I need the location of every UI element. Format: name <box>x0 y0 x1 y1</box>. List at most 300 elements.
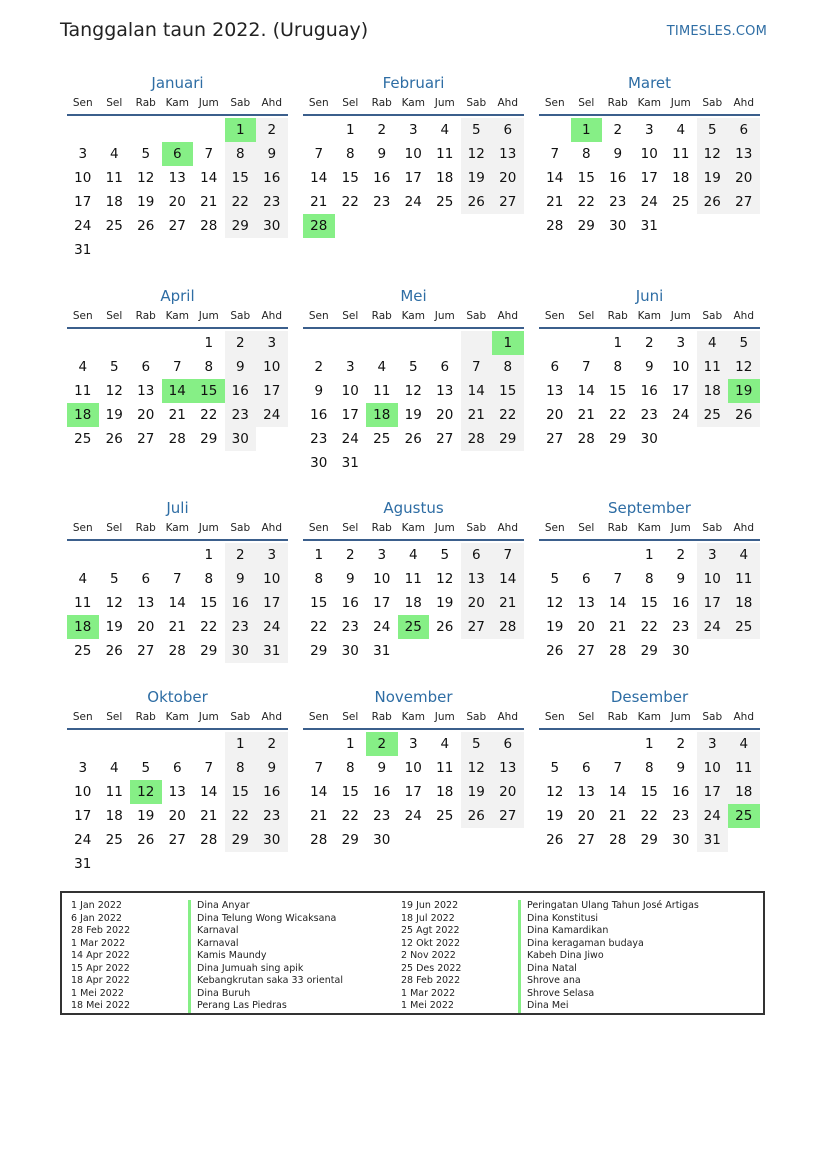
day-cell: 26 <box>697 190 729 214</box>
day-cell: 21 <box>461 403 493 427</box>
holiday-date: 18 Mei 2022 <box>71 1000 130 1011</box>
empty-cell <box>67 331 99 355</box>
day-cell: 7 <box>550 146 560 162</box>
day-cell: 3 <box>78 146 88 162</box>
day-cell: 11 <box>74 595 92 611</box>
day-cell: 7 <box>461 355 493 379</box>
day-cell: 7 <box>204 146 214 162</box>
day-cell: 10 <box>404 760 422 776</box>
empty-cell <box>162 238 194 262</box>
weekday-label: Kam <box>165 310 189 322</box>
empty-cell <box>99 331 131 355</box>
weekday-header <box>303 519 524 541</box>
empty-cell <box>398 828 430 852</box>
weekday-header <box>539 519 760 541</box>
day-cell: 12 <box>728 355 760 379</box>
day-cell: 23 <box>310 431 328 447</box>
weekday-label: Sel <box>342 310 359 322</box>
day-cell: 30 <box>609 218 627 234</box>
day-cell: 12 <box>130 780 162 804</box>
day-cell: 4 <box>440 736 450 752</box>
month-juni <box>539 285 760 451</box>
day-cell: 17 <box>404 784 422 800</box>
day-cell: 8 <box>204 571 214 587</box>
empty-cell <box>539 543 571 567</box>
day-cell: 14 <box>200 170 218 186</box>
day-cell: 1 <box>644 547 654 563</box>
day-cell: 31 <box>74 242 92 258</box>
weekday-label: Rab <box>607 310 628 322</box>
day-grid <box>303 331 524 475</box>
weekday-label: Sab <box>230 711 251 723</box>
day-cell: 25 <box>436 194 454 210</box>
day-cell: 5 <box>728 331 760 355</box>
empty-cell <box>492 639 524 663</box>
day-cell: 13 <box>577 784 595 800</box>
day-cell: 16 <box>609 170 627 186</box>
day-cell: 25 <box>728 804 760 828</box>
month-mei <box>303 285 524 475</box>
weekday-label: Ahd <box>261 97 282 109</box>
weekday-label: Ahd <box>733 310 754 322</box>
day-cell: 23 <box>373 194 391 210</box>
day-cell: 25 <box>728 615 760 639</box>
day-cell: 11 <box>697 355 729 379</box>
day-cell: 12 <box>461 142 493 166</box>
day-cell: 16 <box>373 170 391 186</box>
day-cell: 3 <box>345 359 355 375</box>
day-cell: 5 <box>141 146 151 162</box>
day-cell: 30 <box>672 643 690 659</box>
day-cell: 15 <box>200 595 218 611</box>
empty-cell <box>193 238 225 262</box>
day-cell: 29 <box>225 214 257 238</box>
empty-cell <box>99 732 131 756</box>
day-cell: 6 <box>141 571 151 587</box>
day-cell: 13 <box>577 595 595 611</box>
day-cell: 23 <box>225 615 257 639</box>
day-cell: 17 <box>74 808 92 824</box>
day-cell: 8 <box>492 355 524 379</box>
empty-cell <box>130 543 162 567</box>
day-cell: 8 <box>345 146 355 162</box>
day-cell: 19 <box>137 808 155 824</box>
day-cell: 10 <box>697 567 729 591</box>
day-cell: 17 <box>74 194 92 210</box>
day-cell: 23 <box>373 808 391 824</box>
weekday-header <box>67 94 288 116</box>
day-cell: 28 <box>310 832 328 848</box>
day-cell: 13 <box>492 756 524 780</box>
day-cell: 22 <box>609 407 627 423</box>
day-cell: 20 <box>546 407 564 423</box>
holiday-name: Kabeh Dina Jiwo <box>518 950 604 963</box>
day-cell: 14 <box>546 170 564 186</box>
holiday-date: 19 Jun 2022 <box>401 900 459 911</box>
holiday-name: Dina Konstitusi <box>518 913 598 926</box>
day-cell: 6 <box>728 118 760 142</box>
day-cell: 20 <box>728 166 760 190</box>
day-cell: 1 <box>204 335 214 351</box>
holiday-name: Dina Anyar <box>188 900 250 913</box>
weekday-label: Sel <box>106 522 123 534</box>
day-cell: 27 <box>168 832 186 848</box>
day-cell: 19 <box>461 780 493 804</box>
day-cell: 31 <box>74 856 92 872</box>
empty-cell <box>99 852 131 876</box>
day-cell: 14 <box>492 567 524 591</box>
weekday-label: Sen <box>72 522 93 534</box>
holiday-legend <box>60 891 765 1015</box>
day-cell: 26 <box>404 431 422 447</box>
holiday-name: Dina Mei <box>518 1000 569 1013</box>
weekday-label: Kam <box>401 711 425 723</box>
day-cell: 6 <box>492 732 524 756</box>
holiday-name: Karnaval <box>188 938 239 951</box>
month-maret <box>539 72 760 238</box>
empty-cell <box>67 543 99 567</box>
day-cell: 15 <box>225 166 257 190</box>
day-cell: 21 <box>200 808 218 824</box>
day-cell: 5 <box>109 571 119 587</box>
day-cell: 6 <box>550 359 560 375</box>
weekday-label: Sen <box>72 711 93 723</box>
day-cell: 28 <box>546 218 564 234</box>
day-cell: 1 <box>492 331 524 355</box>
empty-cell <box>429 451 461 475</box>
day-cell: 4 <box>78 571 88 587</box>
empty-cell <box>67 118 99 142</box>
day-cell: 6 <box>581 760 591 776</box>
day-cell: 9 <box>377 146 387 162</box>
weekday-label: Sen <box>308 310 329 322</box>
day-cell: 7 <box>172 571 182 587</box>
weekday-label: Kam <box>637 711 661 723</box>
day-cell: 4 <box>109 760 119 776</box>
month-name: Februari <box>382 74 445 92</box>
weekday-label: Rab <box>371 522 392 534</box>
day-cell: 22 <box>200 619 218 635</box>
day-cell: 5 <box>141 760 151 776</box>
day-cell: 3 <box>408 736 418 752</box>
day-cell: 12 <box>105 383 123 399</box>
day-cell: 22 <box>577 194 595 210</box>
holiday-name: Karnaval <box>188 925 239 938</box>
day-cell: 20 <box>492 780 524 804</box>
empty-cell <box>492 214 524 238</box>
empty-cell <box>162 852 194 876</box>
weekday-header <box>539 708 760 730</box>
day-cell: 26 <box>105 643 123 659</box>
day-cell: 6 <box>141 359 151 375</box>
empty-cell <box>461 828 493 852</box>
day-cell: 28 <box>609 832 627 848</box>
weekday-label: Sab <box>702 711 723 723</box>
day-cell: 19 <box>105 619 123 635</box>
day-cell: 19 <box>546 619 564 635</box>
weekday-label: Sen <box>544 97 565 109</box>
day-cell: 22 <box>341 808 359 824</box>
holiday-name: Shrove Selasa <box>518 988 594 1001</box>
day-cell: 10 <box>256 567 288 591</box>
day-cell: 30 <box>373 832 391 848</box>
day-cell: 2 <box>225 331 257 355</box>
weekday-header <box>67 708 288 730</box>
day-cell: 25 <box>74 643 92 659</box>
holiday-date: 25 Des 2022 <box>401 962 462 974</box>
day-cell: 31 <box>697 828 729 852</box>
day-cell: 28 <box>609 643 627 659</box>
weekday-label: Sen <box>72 97 93 109</box>
weekday-label: Sel <box>342 711 359 723</box>
day-cell: 12 <box>546 784 564 800</box>
day-cell: 16 <box>672 784 690 800</box>
day-cell: 16 <box>672 595 690 611</box>
day-cell: 8 <box>225 756 257 780</box>
weekday-label: Ahd <box>497 97 518 109</box>
weekday-label: Kam <box>401 310 425 322</box>
weekday-label: Jum <box>434 711 455 723</box>
holiday-name: Kamis Maundy <box>188 950 266 963</box>
empty-cell <box>130 118 162 142</box>
holiday-date: 14 Apr 2022 <box>71 950 130 961</box>
day-cell: 1 <box>571 118 603 142</box>
day-cell: 25 <box>672 194 690 210</box>
empty-cell <box>162 543 194 567</box>
empty-cell <box>728 828 760 852</box>
day-cell: 1 <box>345 736 355 752</box>
weekday-label: Ahd <box>497 310 518 322</box>
month-name: Agustus <box>383 499 444 517</box>
day-cell: 22 <box>225 190 257 214</box>
month-name: Juli <box>166 499 189 517</box>
month-oktober <box>67 686 288 876</box>
day-cell: 15 <box>609 383 627 399</box>
weekday-header <box>539 307 760 329</box>
day-cell: 16 <box>225 591 257 615</box>
day-cell: 9 <box>314 383 324 399</box>
day-cell: 11 <box>436 146 454 162</box>
holiday-name: Dina Kamardikan <box>518 925 608 938</box>
day-cell: 29 <box>225 828 257 852</box>
month-name: November <box>374 688 453 706</box>
weekday-label: Sen <box>544 522 565 534</box>
empty-cell <box>162 732 194 756</box>
empty-cell <box>303 331 335 355</box>
day-cell: 16 <box>341 595 359 611</box>
day-cell: 15 <box>193 379 225 403</box>
empty-cell <box>539 732 571 756</box>
day-cell: 12 <box>404 383 422 399</box>
holiday-name: Peringatan Ulang Tahun José Artigas <box>518 900 699 913</box>
day-cell: 29 <box>492 427 524 451</box>
day-cell: 15 <box>577 170 595 186</box>
empty-cell <box>571 543 603 567</box>
empty-cell <box>429 639 461 663</box>
day-cell: 17 <box>697 780 729 804</box>
day-cell: 7 <box>613 760 623 776</box>
day-cell: 21 <box>546 194 564 210</box>
day-cell: 28 <box>461 427 493 451</box>
weekday-label: Ahd <box>733 97 754 109</box>
weekday-label: Sel <box>106 711 123 723</box>
day-cell: 27 <box>728 190 760 214</box>
day-cell: 9 <box>256 142 288 166</box>
day-cell: 1 <box>644 736 654 752</box>
day-cell: 29 <box>341 832 359 848</box>
empty-cell <box>398 639 430 663</box>
day-cell: 13 <box>137 383 155 399</box>
day-cell: 2 <box>314 359 324 375</box>
weekday-label: Sel <box>342 97 359 109</box>
empty-cell <box>130 732 162 756</box>
day-cell: 6 <box>172 760 182 776</box>
day-cell: 24 <box>672 407 690 423</box>
day-cell: 24 <box>256 615 288 639</box>
weekday-label: Ahd <box>261 522 282 534</box>
empty-cell <box>366 214 398 238</box>
day-cell: 10 <box>74 170 92 186</box>
day-cell: 27 <box>546 431 564 447</box>
day-cell: 20 <box>577 619 595 635</box>
empty-cell <box>429 331 461 355</box>
day-cell: 19 <box>461 166 493 190</box>
empty-cell <box>728 214 760 238</box>
day-cell: 3 <box>697 732 729 756</box>
day-cell: 30 <box>341 643 359 659</box>
day-cell: 9 <box>676 760 686 776</box>
empty-cell <box>303 118 335 142</box>
day-cell: 20 <box>168 194 186 210</box>
month-juli <box>67 497 288 663</box>
day-cell: 30 <box>256 828 288 852</box>
day-cell: 22 <box>310 619 328 635</box>
month-name: September <box>608 499 691 517</box>
day-grid <box>303 732 524 852</box>
day-cell: 9 <box>256 756 288 780</box>
holiday-date: 15 Apr 2022 <box>71 962 130 974</box>
day-cell: 2 <box>644 335 654 351</box>
day-cell: 12 <box>546 595 564 611</box>
day-cell: 7 <box>581 359 591 375</box>
day-cell: 20 <box>577 808 595 824</box>
day-cell: 12 <box>137 170 155 186</box>
day-cell: 5 <box>440 547 450 563</box>
holiday-date: 2 Nov 2022 <box>401 950 456 961</box>
empty-cell <box>99 118 131 142</box>
day-cell: 26 <box>546 643 564 659</box>
day-cell: 28 <box>577 431 595 447</box>
day-cell: 30 <box>225 639 257 663</box>
day-cell: 18 <box>404 595 422 611</box>
day-cell: 16 <box>373 784 391 800</box>
empty-cell <box>461 639 493 663</box>
day-cell: 16 <box>310 407 328 423</box>
day-cell: 12 <box>436 571 454 587</box>
holiday-date: 18 Jul 2022 <box>401 912 455 924</box>
day-cell: 20 <box>137 407 155 423</box>
weekday-label: Sel <box>578 522 595 534</box>
empty-cell <box>429 828 461 852</box>
weekday-label: Sab <box>466 711 487 723</box>
day-cell: 28 <box>492 615 524 639</box>
holiday-date: 18 Apr 2022 <box>71 975 130 986</box>
empty-cell <box>492 828 524 852</box>
weekday-header <box>303 708 524 730</box>
day-cell: 4 <box>440 122 450 138</box>
day-cell: 27 <box>461 615 493 639</box>
weekday-label: Sab <box>702 522 723 534</box>
day-cell: 26 <box>137 832 155 848</box>
day-cell: 2 <box>225 543 257 567</box>
weekday-label: Sel <box>106 97 123 109</box>
empty-cell <box>697 639 729 663</box>
day-cell: 20 <box>492 166 524 190</box>
brand-link[interactable]: TIMESLES.COM <box>666 24 767 39</box>
day-cell: 1 <box>225 732 257 756</box>
day-cell: 5 <box>408 359 418 375</box>
empty-cell <box>162 331 194 355</box>
day-cell: 29 <box>200 643 218 659</box>
day-cell: 8 <box>644 760 654 776</box>
day-cell: 16 <box>640 383 658 399</box>
day-cell: 14 <box>609 784 627 800</box>
holiday-date: 6 Jan 2022 <box>71 912 122 924</box>
day-cell: 2 <box>256 118 288 142</box>
day-cell: 1 <box>314 547 324 563</box>
day-cell: 8 <box>225 142 257 166</box>
day-cell: 13 <box>168 784 186 800</box>
empty-cell <box>256 238 288 262</box>
day-cell: 13 <box>492 142 524 166</box>
day-cell: 17 <box>256 591 288 615</box>
day-cell: 10 <box>256 355 288 379</box>
day-cell: 17 <box>341 407 359 423</box>
weekday-label: Sab <box>230 310 251 322</box>
day-cell: 14 <box>200 784 218 800</box>
day-cell: 30 <box>310 455 328 471</box>
day-cell: 22 <box>341 194 359 210</box>
day-cell: 6 <box>581 571 591 587</box>
day-cell: 7 <box>314 146 324 162</box>
day-cell: 20 <box>137 619 155 635</box>
weekday-label: Rab <box>135 97 156 109</box>
day-cell: 25 <box>398 615 430 639</box>
day-cell: 3 <box>377 547 387 563</box>
weekday-label: Jum <box>670 522 691 534</box>
weekday-label: Sen <box>544 711 565 723</box>
weekday-header <box>303 307 524 329</box>
day-cell: 28 <box>168 431 186 447</box>
weekday-label: Sen <box>308 97 329 109</box>
day-cell: 22 <box>200 407 218 423</box>
day-cell: 9 <box>345 571 355 587</box>
empty-cell <box>461 451 493 475</box>
day-cell: 11 <box>728 756 760 780</box>
weekday-label: Sab <box>702 97 723 109</box>
weekday-header <box>303 94 524 116</box>
day-grid <box>303 543 524 663</box>
day-cell: 26 <box>461 804 493 828</box>
day-cell: 3 <box>644 122 654 138</box>
day-cell: 22 <box>225 804 257 828</box>
day-cell: 24 <box>640 194 658 210</box>
day-cell: 17 <box>256 379 288 403</box>
day-cell: 21 <box>492 591 524 615</box>
weekday-label: Sen <box>308 522 329 534</box>
day-cell: 28 <box>200 218 218 234</box>
month-november <box>303 686 524 852</box>
